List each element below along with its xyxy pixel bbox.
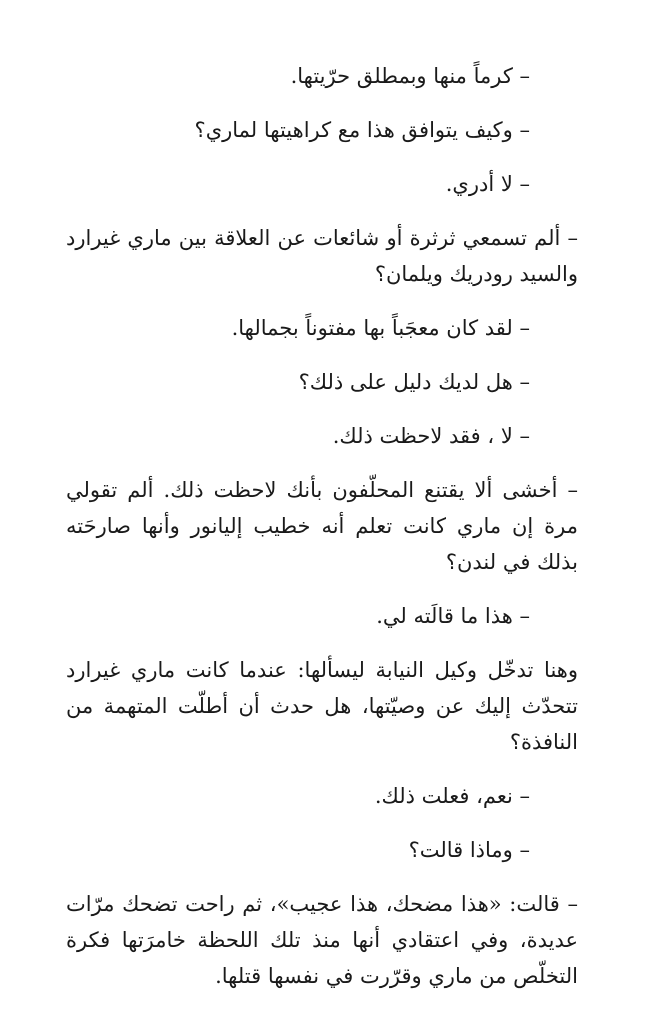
paragraph-12: – وماذا قالت؟ [408, 838, 530, 862]
paragraph-8: – أخشى ألا يقتنع المحلّفون بأنك لاحظت ذلك. ألم تقولي مرة إن ماري كانت تعلم أنه خطيب إليانور وأنها صارحَته بذلك في لندن؟ [66, 478, 578, 574]
paragraph-13: – قالت: «هذا مضحك، هذا عجيب»، ثم راحت تضحك مرّات عديدة، وفي اعتقادي أنها منذ تلك اللحظة خامرَتها فكرة التخلّص من ماري وقرّرت في نفسها قتلها. [66, 892, 578, 988]
paragraph-2: – وكيف يتوافق هذا مع كراهيتها لماري؟ [194, 118, 530, 142]
paragraph-5: – لقد كان معجَباً بها مفتوناً بجمالها. [231, 316, 530, 340]
paragraph-4: – ألم تسمعي ثرثرة أو شائعات عن العلاقة بين ماري غيرارد والسيد رودريك ويلمان؟ [66, 226, 578, 286]
paragraph-10: وهنا تدخّل وكيل النيابة ليسألها: عندما كانت ماري غيرارد تتحدّث إليك عن وصيّتها، هل حدث أن أطلّت المتهمة من النافذة؟ [66, 658, 578, 754]
paragraph-11: – نعم، فعلت ذلك. [374, 784, 530, 808]
paragraph-7: – لا ، فقد لاحظت ذلك. [332, 424, 530, 448]
paragraph-1: – كرماً منها وبمطلق حرّيتها. [290, 64, 530, 88]
page-text [66, 58, 578, 1012]
paragraph-6: – هل لديك دليل على ذلك؟ [298, 370, 530, 394]
paragraph-3: – لا أدري. [445, 172, 530, 196]
paragraph-9: – هذا ما قالَته لي. [376, 604, 530, 628]
